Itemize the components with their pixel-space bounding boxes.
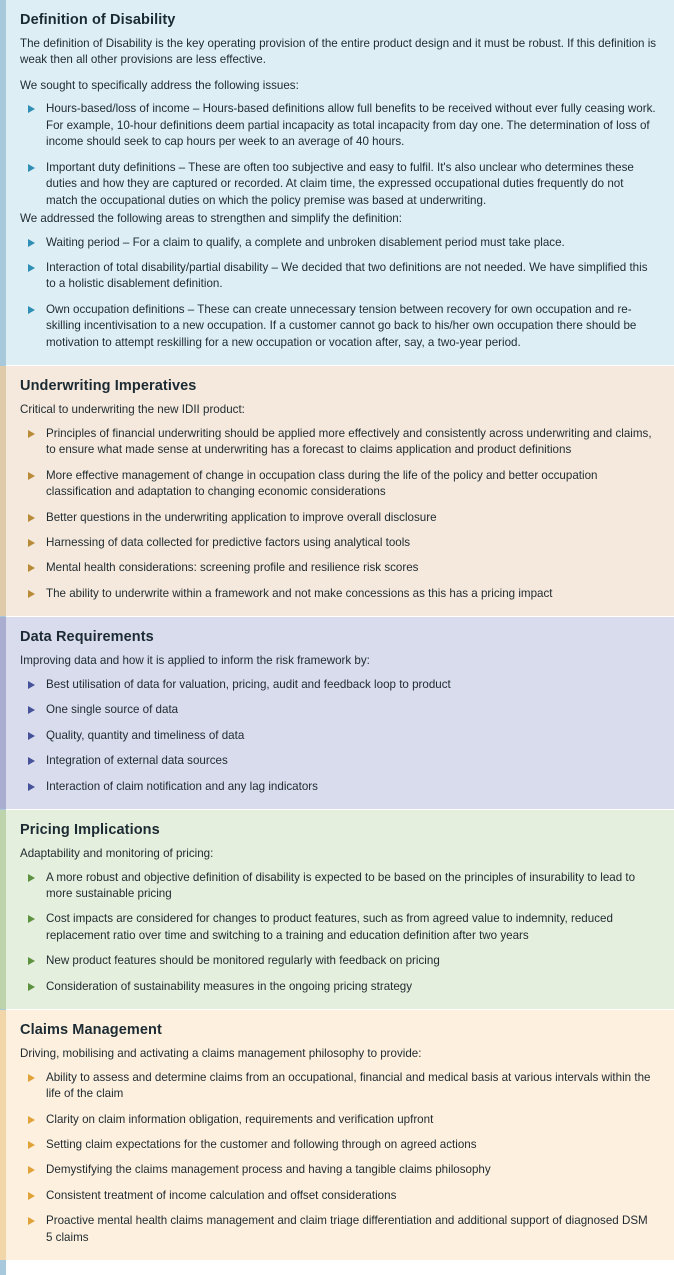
triangle-bullet-icon: [28, 757, 35, 765]
list-item: [20, 1137, 660, 1153]
list-item: [20, 979, 660, 995]
list-item-text: Quality, quantity and timeliness of data: [46, 728, 245, 742]
triangle-bullet-icon: [28, 590, 35, 598]
list-item: [20, 728, 660, 744]
list-item-text: Hours-based/loss of income – Hours-based definitions allow full benefits to be received without ever fully ceasing work. For example, 10-hour definitions deem partial incapacity as total incapacity from day one. The determination of loss of income should seek to cap hours per week to an average of 40 hours.: [46, 102, 656, 149]
section-intro-paragraph: Improving data and how it is applied to inform the risk framework by:: [20, 654, 370, 668]
list-item-text: Setting claim expectations for the customer and following through on agreed actions: [46, 1138, 477, 1152]
triangle-bullet-icon: [28, 706, 35, 714]
list-item-text: Ability to assess and determine claims from an occupational, financial and medical basis at various intervals within the life of the claim: [46, 1070, 651, 1101]
triangle-bullet-icon: [28, 983, 35, 991]
list-item: [20, 870, 660, 903]
list-item-text: Proactive mental health claims management and claim triage differentiation and additional support of diagnosed DSM 5 claims: [46, 1214, 648, 1244]
section-issues-label: We sought to specifically address the following issues:: [20, 78, 299, 92]
triangle-bullet-icon: [28, 874, 35, 882]
list-item-text: Harnessing of data collected for predictive factors using analytical tools: [46, 535, 411, 549]
triangle-bullet-icon: [28, 1074, 35, 1082]
section-title: Underwriting Imperatives: [20, 378, 197, 395]
list-item-text: Important duty definitions – These are often too subjective and easy to fulfil. It's also unclear who determines these duties and how they are captured or recorded. At claim time, the expressed occupational duties frequently do not match the occupational duties on which the policy premise was based at underwriting.: [46, 160, 634, 207]
section-title: Pricing Implications: [20, 822, 160, 839]
list-item-text: Clarity on claim information obligation, requirements and verification upfront: [46, 1112, 434, 1126]
list-item: [20, 468, 660, 501]
list-item-text: Demystifying the claims management process and having a tangible claims philosophy: [46, 1163, 491, 1177]
list-item-text: Consistent treatment of income calculation and offset considerations: [46, 1188, 397, 1202]
section-intro-paragraph: Driving, mobilising and activating a claims management philosophy to provide:: [20, 1047, 422, 1061]
list-item: [20, 702, 660, 718]
triangle-bullet-icon: [28, 1217, 35, 1225]
section-edge-bar: [0, 0, 6, 365]
bullet-list-pricing: [20, 870, 660, 996]
triangle-bullet-icon: [28, 681, 35, 689]
list-item: [20, 911, 660, 944]
list-item-text: New product features should be monitored regularly with feedback on pricing: [46, 954, 440, 968]
section-areas-label: We addressed the following areas to strengthen and simplify the definition:: [20, 212, 402, 226]
list-item: [20, 535, 660, 551]
section-underwriting-imperatives: [6, 365, 674, 616]
list-item-text: A more robust and objective definition of disability is expected to be based on the principles of insurability to lead to more sustainable pricing: [46, 870, 636, 900]
list-item: [20, 1162, 660, 1178]
list-item: [20, 779, 660, 795]
list-item-text: Own occupation definitions – These can create unnecessary tension between recovery for own occupation and re-skilling incentivisation to a new occupation. If a customer cannot go back to his/her own occupation there should be motivation to attempt reskilling for a new occupation or vocation after, say, a two-year period.: [46, 302, 637, 349]
list-item: [20, 677, 660, 693]
section-title: Definition of Disability: [20, 12, 176, 28]
list-item-text: Principles of financial underwriting should be applied more effectively and consistently across underwriting and claims, to ensure what made sense at underwriting has a forecast to claims application and product definitions: [46, 426, 652, 457]
list-item: [20, 1112, 660, 1128]
section-edge-bar: [0, 366, 6, 616]
triangle-bullet-icon: [28, 539, 35, 547]
list-item-text: Cost impacts are considered for changes to product features, such as from agreed value to indemnity, reduced replacement ratio over time and switching to a training and education definition after two years: [46, 912, 613, 942]
list-item: [20, 1188, 660, 1204]
list-item-text: Consideration of sustainability measures in the ongoing pricing strategy: [46, 979, 413, 993]
section-pricing-implications: [6, 809, 674, 1009]
list-item: [20, 753, 660, 769]
section-claims-management: [6, 1009, 674, 1260]
bullet-list-areas: [20, 235, 660, 352]
list-item-text: Interaction of claim notification and any lag indicators: [46, 779, 318, 793]
list-item: [20, 560, 660, 576]
list-item: [20, 426, 660, 459]
section-intro-paragraph: Adaptability and monitoring of pricing:: [20, 847, 214, 861]
triangle-bullet-icon: [28, 514, 35, 522]
list-item: [20, 101, 660, 150]
triangle-bullet-icon: [28, 1166, 35, 1174]
list-item-text: The ability to underwrite within a framework and not make concessions as this has a pricing impact: [46, 586, 553, 600]
list-item-text: More effective management of change in occupation class during the life of the policy and better occupation classification and adaptation to changing economic considerations: [46, 468, 598, 499]
triangle-bullet-icon: [28, 915, 35, 923]
section-definition-of-disability: [6, 0, 674, 365]
triangle-bullet-icon: [28, 783, 35, 791]
list-item: [20, 1070, 660, 1103]
list-item: [20, 302, 660, 351]
section-edge-bar: [0, 1010, 6, 1260]
list-item: [20, 160, 660, 209]
list-item: [20, 260, 660, 293]
list-item-text: Best utilisation of data for valuation, pricing, audit and feedback loop to product: [46, 677, 451, 691]
triangle-bullet-icon: [28, 1116, 35, 1124]
triangle-bullet-icon: [28, 264, 35, 272]
triangle-bullet-icon: [28, 957, 35, 965]
list-item-text: Better questions in the underwriting application to improve overall disclosure: [46, 510, 437, 524]
triangle-bullet-icon: [28, 564, 35, 572]
triangle-bullet-icon: [28, 306, 35, 314]
triangle-bullet-icon: [28, 239, 35, 247]
triangle-bullet-icon: [28, 1192, 35, 1200]
triangle-bullet-icon: [28, 105, 35, 113]
triangle-bullet-icon: [28, 472, 35, 480]
bullet-list-underwriting: [20, 426, 660, 603]
triangle-bullet-icon: [28, 164, 35, 172]
list-item-text: One single source of data: [46, 703, 179, 717]
list-item: [20, 586, 660, 602]
bullet-list-claims: [20, 1070, 660, 1247]
section-title: Data Requirements: [20, 629, 154, 646]
section-intro-paragraph: Critical to underwriting the new IDII product:: [20, 403, 245, 417]
list-item: [20, 235, 660, 251]
bullet-list-data: [20, 677, 660, 795]
section-edge-bar: [0, 810, 6, 1009]
list-item-text: Waiting period – For a claim to qualify, a complete and unbroken disablement period must take place.: [46, 235, 565, 249]
list-item-text: Mental health considerations: screening profile and resilience risk scores: [46, 561, 419, 575]
list-item: [20, 1213, 660, 1246]
section-title: Claims Management: [20, 1022, 162, 1039]
list-item: [20, 953, 660, 969]
triangle-bullet-icon: [28, 732, 35, 740]
list-item: [20, 510, 660, 526]
triangle-bullet-icon: [28, 430, 35, 438]
section-intro-paragraph: The definition of Disability is the key operating provision of the entire product design and it must be robust. If this definition is weak then all other provisions are less effective.: [20, 37, 657, 67]
section-edge-bar: [0, 617, 6, 809]
section-data-requirements: [6, 616, 674, 809]
triangle-bullet-icon: [28, 1141, 35, 1149]
bullet-list-issues: [20, 101, 660, 209]
list-item-text: Interaction of total disability/partial disability – We decided that two definitions are not needed. We have simplified this to a holistic disablement definition.: [46, 260, 648, 291]
list-item-text: Integration of external data sources: [46, 754, 228, 768]
